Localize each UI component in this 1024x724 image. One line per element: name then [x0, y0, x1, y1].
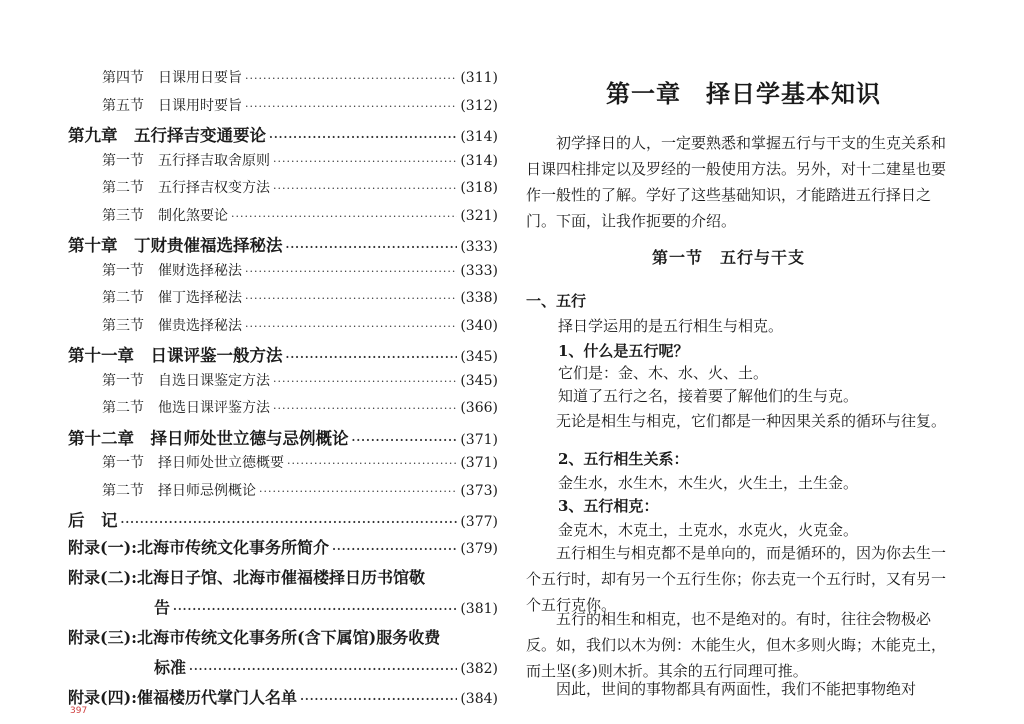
section-title: 第一节 五行与干支	[652, 248, 806, 267]
toc-entry-label: 附录(三):北海市传统文化事务所(含下属馆)服务收费	[68, 627, 441, 647]
chapter-title: 第一章 择日学基本知识	[606, 79, 881, 108]
toc-leader-dots	[286, 241, 458, 254]
toc-leader-dots	[300, 693, 457, 706]
intro-paragraph: 初学择日的人，一定要熟悉和掌握五行与干支的生克关系和日课四柱排定以及罗经的一般使用方法。另外，对十二建星也要作一般性的了解。学好了这些基础知识，才能踏进五行择日之门。下面，让我作扼要的介绍。	[526, 134, 947, 230]
toc-entry	[68, 287, 498, 315]
toc-entry-label: 第三节 催贵选择秘法	[102, 317, 242, 334]
toc-entry-page: (381)	[460, 600, 498, 617]
toc-entry	[68, 535, 498, 565]
toc-entry-page: (311)	[460, 70, 498, 86]
toc-leader-dots	[189, 663, 457, 676]
right-page	[512, 0, 1024, 724]
paragraph: 五行相生与相克都不是单向的，而是循环的，因为你去生一个五行时，却有另一个五行生你；你去克一个五行时，又有另一个五行克你。	[526, 544, 947, 614]
toc-entry-label: 告	[154, 597, 171, 617]
text-line: 1、什么是五行呢？	[558, 342, 689, 360]
toc-entry	[68, 205, 498, 233]
toc-entry	[68, 565, 498, 595]
text-line: 2、五行相生关系：	[558, 450, 689, 468]
toc-entry-page: (373)	[460, 482, 498, 499]
toc-entry-label: 第五节 日课用时要旨	[102, 97, 242, 114]
toc-leader-dots	[245, 265, 457, 278]
paragraph: 因此，世间的事物都具有两面性，我们不能把事物绝对	[556, 680, 917, 698]
text-line: 金克木，木克土，土克水，水克火，火克金。	[558, 521, 859, 539]
toc-entry-label: 第九章 五行择吉变通要论	[68, 126, 266, 145]
toc-entry-label: 附录(一):北海市传统文化事务所简介	[68, 537, 330, 557]
toc-entry-page: (333)	[460, 239, 498, 255]
toc-leader-dots	[173, 603, 457, 616]
text-line: 一、五行	[526, 292, 587, 310]
toc-entry	[68, 397, 498, 425]
toc-entry-page: (379)	[460, 540, 498, 557]
toc-entry-page: (366)	[460, 400, 498, 416]
toc-entry-label: 标准	[154, 657, 187, 677]
toc-entry	[68, 480, 498, 508]
toc-entry-page: (321)	[460, 207, 498, 224]
page-mark: 397	[70, 706, 88, 716]
toc-entry	[68, 315, 498, 343]
toc-entry	[68, 342, 498, 370]
toc-entry-page: (312)	[460, 97, 498, 114]
text-line: 它们是：金、木、水、火、土。	[558, 364, 769, 382]
toc-entry	[68, 177, 498, 205]
toc-leader-dots	[245, 320, 457, 333]
toc-leader-dots	[273, 375, 457, 388]
toc-leader-dots	[121, 516, 458, 529]
toc-entry-page: (371)	[460, 431, 498, 448]
toc-entry-label: 第二节 五行择吉权变方法	[102, 180, 270, 196]
text-line: 3、五行相克：	[558, 497, 659, 515]
toc-leader-dots	[273, 402, 457, 415]
text-line: 择日学运用的是五行相生与相克。	[558, 317, 784, 335]
toc-entry	[68, 95, 498, 123]
toc-entry	[68, 67, 498, 95]
toc-entry-page: (345)	[460, 372, 498, 389]
table-of-contents	[68, 67, 498, 715]
toc-entry	[68, 685, 498, 715]
toc-entry-label: 第十章 丁财贵催福选择秘法	[68, 236, 283, 255]
toc-entry-label: 后 记	[68, 511, 118, 530]
toc-leader-dots	[269, 131, 457, 144]
toc-entry-page: (340)	[460, 317, 498, 334]
toc-entry	[68, 232, 498, 260]
toc-entry-label: 第一节 自选日课鉴定方法	[102, 372, 270, 389]
toc-leader-dots	[273, 155, 457, 168]
toc-entry-label: 第十二章 择日师处世立德与忌例概论	[68, 428, 349, 448]
toc-entry-label: 第一节 催财选择秘法	[102, 262, 242, 279]
toc-entry-label: 第二节 他选日课评鉴方法	[102, 400, 270, 416]
toc-entry	[68, 625, 498, 655]
toc-entry	[68, 507, 498, 535]
toc-entry-page: (314)	[460, 129, 498, 145]
toc-leader-dots	[245, 72, 457, 85]
toc-entry-label: 第一节 择日师处世立德概要	[102, 455, 284, 471]
toc-entry	[68, 452, 498, 480]
toc-entry	[68, 655, 498, 685]
paragraph: 五行的相生和相克，也不是绝对的。有时，往往会物极必反。如，我们以木为例：木能生火，但木多则火晦；木能克土，而土坚(多)则木折。其余的五行同理可推。	[526, 610, 947, 680]
toc-entry	[68, 595, 498, 625]
toc-entry-page: (345)	[460, 349, 498, 365]
toc-leader-dots	[231, 210, 457, 223]
toc-leader-dots	[287, 457, 457, 470]
toc-entry-page: (333)	[460, 262, 498, 279]
toc-entry-label: 第三节 制化煞要论	[102, 207, 228, 224]
text-line: 知道了五行之名，接着要了解他们的生与克。	[558, 387, 859, 405]
toc-entry-page: (338)	[460, 290, 498, 306]
paragraph: 无论是相生与相克，它们都是一种因果关系的循环与往复。	[556, 412, 947, 430]
toc-leader-dots	[286, 351, 458, 364]
toc-entry	[68, 370, 498, 398]
toc-entry-page: (314)	[460, 152, 498, 169]
toc-entry-label: 第二节 催丁选择秘法	[102, 290, 242, 306]
toc-leader-dots	[332, 543, 457, 556]
toc-leader-dots	[259, 485, 457, 498]
toc-entry-page: (382)	[460, 660, 498, 677]
toc-entry-page: (318)	[460, 180, 498, 196]
toc-entry-page: (377)	[460, 514, 498, 530]
toc-entry-page: (384)	[460, 690, 498, 707]
toc-entry-label: 第四节 日课用日要旨	[102, 70, 242, 86]
toc-entry-label: 第十一章 日课评鉴一般方法	[68, 346, 283, 365]
toc-leader-dots	[273, 182, 457, 195]
toc-entry-label: 第二节 择日师忌例概论	[102, 482, 256, 499]
toc-entry	[68, 260, 498, 288]
toc-entry-label: 附录(四):催福楼历代掌门人名单	[68, 687, 298, 707]
text-line: 金生水，水生木，木生火，火生土，土生金。	[558, 474, 859, 492]
toc-leader-dots	[245, 100, 457, 113]
toc-entry	[68, 150, 498, 178]
toc-entry-label: 附录(二):北海日子馆、北海市催福楼择日历书馆敬	[68, 567, 426, 587]
toc-entry	[68, 425, 498, 453]
toc-entry-label: 第一节 五行择吉取舍原则	[102, 152, 270, 169]
toc-entry-page: (371)	[460, 455, 498, 471]
toc-entry	[68, 122, 498, 150]
toc-leader-dots	[352, 434, 458, 447]
toc-leader-dots	[245, 292, 457, 305]
